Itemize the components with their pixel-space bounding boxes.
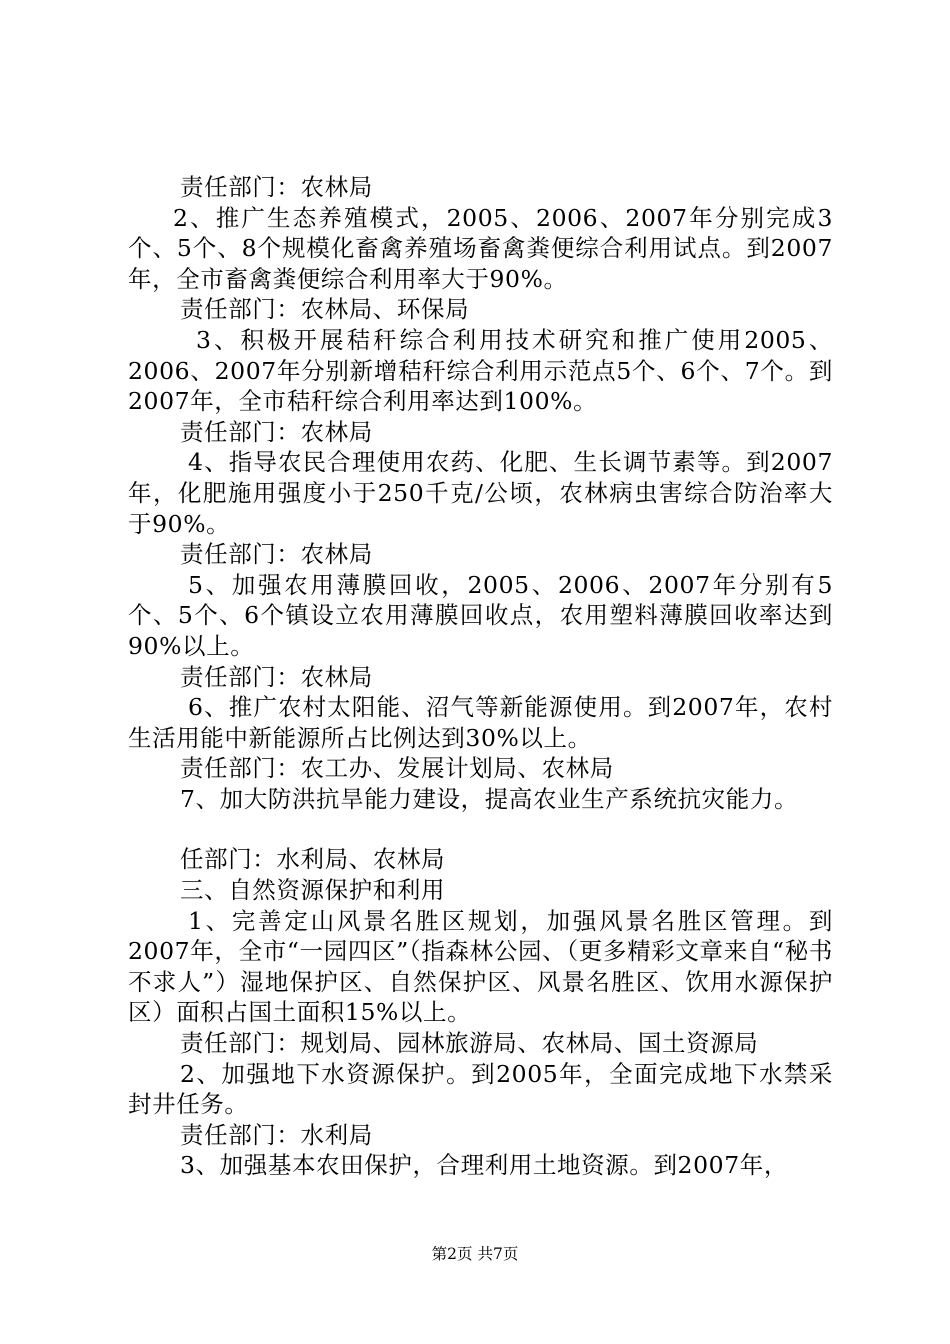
paragraph-responsible-dept: 责任部门：水利局 xyxy=(180,1120,373,1149)
paragraph-item-2: 2、加强地下水资源保护。到2005年，全面完成地下水禁采封井任务。 xyxy=(128,1059,833,1119)
paragraph-item-4: 4、指导农民合理使用农药、化肥、生长调节素等。到2007年，化肥施用强度小于250千克/公顷，农林病虫害综合防治率大于90%。 xyxy=(128,448,833,538)
paragraph-responsible-dept: 责任部门：农林局 xyxy=(180,417,373,446)
paragraph-spacer xyxy=(128,814,833,844)
paragraph-item-1: 1、完善定山风景名胜区规划，加强风景名胜区管理。到2007年，全市“一园四区”（指森林公园、（更多精彩文章来自“秘书不求人”）湿地保护区、自然保护区、风景名胜区、饮用水源保护区）面积占国土面积15%以上。 xyxy=(128,906,833,1027)
document-body xyxy=(128,172,833,1181)
paragraph-responsible-dept: 责任部门：农工办、发展计划局、农林局 xyxy=(180,754,614,783)
page-number-label: 第2页 共7页 xyxy=(431,1245,519,1263)
paragraph-item-5: 5、加强农用薄膜回收，2005、2006、2007年分别有5个、5个、6个镇设立农用薄膜回收点，农用塑料薄膜回收率达到90%以上。 xyxy=(128,570,833,660)
paragraph-responsible-dept: 责任部门：农林局 xyxy=(180,662,373,691)
paragraph-responsible-dept: 责任部门：农林局、环保局 xyxy=(180,295,470,324)
paragraph-item-3: 3、积极开展秸秆综合利用技术研究和推广使用2005、2006、2007年分别新增秸秆综合利用示范点5个、6个、7个。到2007年，全市秸秆综合利用率达到100%。 xyxy=(128,325,833,416)
paragraph-responsible-dept: 责任部门：农林局 xyxy=(180,173,373,201)
paragraph-responsible-dept: 任部门：水利局、农林局 xyxy=(180,845,446,874)
paragraph-item-3: 3、加强基本农田保护，合理利用土地资源。到2007年， xyxy=(180,1151,788,1180)
paragraph-item-6: 6、推广农村太阳能、沼气等新能源使用。到2007年，农村生活用能中新能源所占比例达到30%以上。 xyxy=(128,693,833,752)
paragraph-item-2: 2、推广生态养殖模式，2005、2006、2007年分别完成3个、5个、8个规模化畜禽养殖场畜禽粪便综合利用试点。到2007年，全市畜禽粪便综合利用率大于90%。 xyxy=(128,203,833,293)
section-heading: 三、自然资源保护和利用 xyxy=(180,876,446,905)
paragraph-item-7: 7、加大防洪抗旱能力建设，提高农业生产系统抗灾能力。 xyxy=(180,784,799,813)
paragraph-responsible-dept: 责任部门：规划局、园林旅游局、农林局、国土资源局 xyxy=(180,1029,759,1058)
page-footer xyxy=(0,1244,950,1264)
paragraph-responsible-dept: 责任部门：农林局 xyxy=(180,540,373,569)
